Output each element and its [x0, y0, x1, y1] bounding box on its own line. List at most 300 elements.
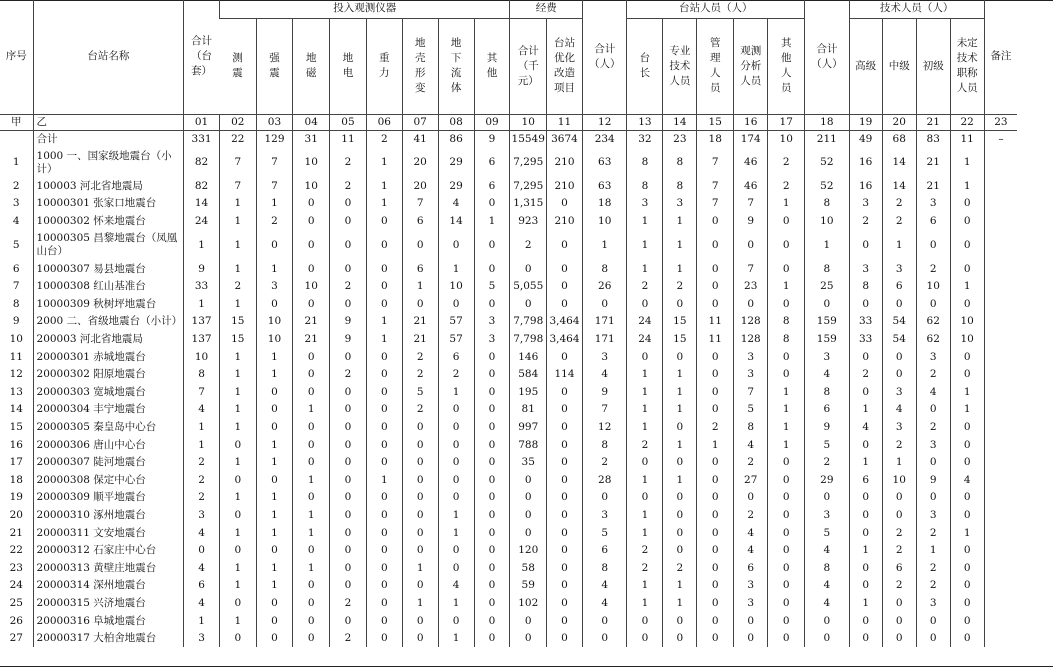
- row-value-cell: 0: [547, 260, 583, 278]
- header-instrument-other: 其他: [474, 18, 510, 114]
- row-value-cell: 0: [474, 524, 510, 542]
- row-value-cell: 6: [474, 148, 510, 178]
- row-value-cell: 8: [805, 260, 850, 278]
- header-tech-unranked: 未定技术职称人员: [950, 18, 984, 114]
- row-seq: 24: [9, 579, 23, 592]
- row-value-cell: 2: [882, 213, 916, 231]
- row-seq: 26: [9, 614, 23, 627]
- row-value-cell: 2: [768, 148, 805, 178]
- row-value-cell: 0: [547, 278, 583, 296]
- row-station-name: 20000312 石家庄中心台: [33, 542, 184, 560]
- row-value-cell: 1: [219, 296, 256, 314]
- row-value-cell: 0: [663, 454, 697, 472]
- row-value-cell: 0: [474, 559, 510, 577]
- row-value-cell: 171: [582, 331, 627, 349]
- row-value-cell: [984, 612, 1017, 630]
- row-station-name: 20000311 文安地震台: [33, 524, 184, 542]
- row-value-cell: 0: [768, 577, 805, 595]
- row-value-cell: [984, 524, 1017, 542]
- row-value-cell: 21: [916, 148, 950, 178]
- row-value-cell: 1: [663, 436, 697, 454]
- row-value-cell: 2: [916, 524, 950, 542]
- row-value-cell: 0: [330, 489, 367, 507]
- row-value-cell: 0: [697, 454, 734, 472]
- row-value-cell: 54: [882, 331, 916, 349]
- row-value-cell: 4: [184, 559, 220, 577]
- row-value-cell: 0: [474, 401, 510, 419]
- row-value-cell: 0: [366, 524, 402, 542]
- row-value-cell: 128: [734, 331, 768, 349]
- row-value-cell: 0: [402, 436, 438, 454]
- row-value-cell: 16: [849, 148, 882, 178]
- row-value-cell: 0: [547, 612, 583, 630]
- row-value-cell: 0: [697, 401, 734, 419]
- column-code-cell: 13: [627, 114, 663, 130]
- row-value-cell: 1: [663, 384, 697, 402]
- row-value-cell: 0: [474, 507, 510, 525]
- row-value-cell: 3,464: [547, 331, 583, 349]
- row-station-name: 20000314 深州地震台: [33, 577, 184, 595]
- row-value-cell: 8: [849, 278, 882, 296]
- row-value-cell: 0: [474, 612, 510, 630]
- table-row: [0, 213, 1053, 231]
- row-value-cell: 0: [950, 195, 984, 213]
- row-value-cell: 1: [438, 384, 474, 402]
- row-value-cell: 7: [697, 195, 734, 213]
- row-value-cell: 0: [330, 419, 367, 437]
- row-value-cell: 1: [663, 595, 697, 613]
- row-value-cell: 0: [849, 489, 882, 507]
- row-value-cell: 7: [219, 178, 256, 196]
- row-value-cell: 1: [219, 489, 256, 507]
- row-value-cell: 4: [805, 366, 850, 384]
- row-value-cell: 1: [882, 454, 916, 472]
- table-row: [0, 454, 1053, 472]
- row-value-cell: 20: [402, 148, 438, 178]
- row-value-cell: 0: [330, 454, 367, 472]
- row-value-cell: 0: [330, 401, 367, 419]
- row-value-cell: 29: [438, 148, 474, 178]
- row-value-cell: 1: [219, 401, 256, 419]
- row-value-cell: 1: [219, 612, 256, 630]
- row-value-cell: 1: [402, 278, 438, 296]
- row-value-cell: 5: [474, 278, 510, 296]
- row-value-cell: 10: [805, 213, 850, 231]
- row-value-cell: 7: [734, 384, 768, 402]
- row-seq: 18: [9, 473, 23, 486]
- column-code-cell: 22: [950, 114, 984, 130]
- table-row: [0, 542, 1053, 560]
- row-value-cell: 0: [950, 542, 984, 560]
- header-instrument-strong-motion: 强震: [256, 18, 293, 114]
- row-value-cell: 4: [805, 577, 850, 595]
- row-value-cell: 171: [582, 313, 627, 331]
- row-value-cell: 0: [805, 630, 850, 648]
- row-value-cell: 8: [582, 436, 627, 454]
- row-value-cell: 1: [627, 507, 663, 525]
- row-value-cell: 2: [882, 195, 916, 213]
- row-value-cell: 0: [438, 401, 474, 419]
- row-seq: 16: [9, 438, 23, 451]
- row-value-cell: 0: [474, 595, 510, 613]
- row-value-cell: 210: [547, 148, 583, 178]
- row-value-cell: 0: [438, 612, 474, 630]
- row-value-cell: 15549: [510, 130, 547, 148]
- row-value-cell: 1: [256, 436, 293, 454]
- row-value-cell: 584: [510, 366, 547, 384]
- row-value-cell: 2: [663, 559, 697, 577]
- row-value-cell: 9: [330, 331, 367, 349]
- row-value-cell: 0: [768, 366, 805, 384]
- row-value-cell: 10: [950, 331, 984, 349]
- row-value-cell: 159: [805, 331, 850, 349]
- row-value-cell: 8: [734, 419, 768, 437]
- row-value-cell: 52: [805, 148, 850, 178]
- row-value-cell: 4: [582, 577, 627, 595]
- row-value-cell: 0: [293, 213, 330, 231]
- row-value-cell: 1: [474, 213, 510, 231]
- table-row: [0, 260, 1053, 278]
- row-value-cell: 6: [805, 401, 850, 419]
- row-value-cell: 1: [663, 366, 697, 384]
- row-value-cell: 1: [219, 195, 256, 213]
- row-value-cell: 24: [627, 331, 663, 349]
- row-value-cell: 8: [582, 559, 627, 577]
- row-seq: 11: [9, 350, 23, 363]
- row-value-cell: 7,798: [510, 331, 547, 349]
- row-value-cell: 0: [697, 213, 734, 231]
- row-value-cell: 15: [219, 331, 256, 349]
- row-value-cell: 0: [438, 472, 474, 490]
- row-value-cell: 1: [366, 195, 402, 213]
- row-value-cell: 4: [734, 436, 768, 454]
- row-value-cell: 31: [293, 130, 330, 148]
- table-row: [0, 278, 1053, 296]
- row-value-cell: 0: [547, 436, 583, 454]
- row-value-cell: 2: [582, 454, 627, 472]
- row-value-cell: 62: [916, 331, 950, 349]
- table-row: [0, 348, 1053, 366]
- row-value-cell: 1: [293, 559, 330, 577]
- table-row: [0, 384, 1053, 402]
- row-value-cell: 0: [582, 630, 627, 648]
- row-value-cell: 0: [697, 612, 734, 630]
- row-value-cell: 1: [768, 436, 805, 454]
- column-code-cell: 04: [293, 114, 330, 130]
- row-seq: 5: [12, 238, 20, 251]
- header-tech-junior: 初级: [916, 18, 950, 114]
- row-value-cell: 1: [849, 595, 882, 613]
- column-code-cell: 02: [219, 114, 256, 130]
- row-value-cell: 0: [547, 595, 583, 613]
- row-value-cell: 11: [330, 130, 367, 148]
- row-value-cell: [984, 260, 1017, 278]
- row-value-cell: 0: [950, 436, 984, 454]
- row-value-cell: 0: [547, 348, 583, 366]
- header-instrument-geomagnetic: 地磁: [293, 18, 330, 114]
- row-value-cell: 1: [950, 524, 984, 542]
- row-value-cell: 0: [768, 348, 805, 366]
- row-value-cell: 1: [950, 401, 984, 419]
- header-staff-total: 合计（人）: [582, 0, 627, 114]
- row-value-cell: 0: [438, 436, 474, 454]
- row-value-cell: 0: [882, 348, 916, 366]
- row-value-cell: 2: [330, 148, 367, 178]
- row-value-cell: 2: [627, 278, 663, 296]
- row-value-cell: 15: [663, 331, 697, 349]
- table-row: [0, 577, 1053, 595]
- row-value-cell: 21: [402, 331, 438, 349]
- table-row: [0, 524, 1053, 542]
- row-value-cell: 0: [697, 384, 734, 402]
- row-value-cell: 2: [916, 366, 950, 384]
- row-value-cell: 1: [627, 401, 663, 419]
- row-value-cell: 0: [366, 559, 402, 577]
- row-value-cell: 10: [184, 348, 220, 366]
- row-value-cell: 2: [256, 213, 293, 231]
- row-value-cell: 33: [849, 331, 882, 349]
- row-station-name: 10000305 昌黎地震台（凤凰山台）: [33, 230, 184, 260]
- row-value-cell: 0: [330, 213, 367, 231]
- row-value-cell: 210: [547, 213, 583, 231]
- row-value-cell: 0: [768, 559, 805, 577]
- row-value-cell: 83: [916, 130, 950, 148]
- header-staff-observation-analysis: 观测分析人员: [734, 18, 768, 114]
- row-value-cell: 8: [805, 384, 850, 402]
- row-value-cell: 1: [663, 230, 697, 260]
- row-value-cell: 0: [438, 559, 474, 577]
- row-value-cell: 0: [697, 630, 734, 648]
- table-row: [0, 612, 1053, 630]
- row-value-cell: 63: [582, 178, 627, 196]
- row-value-cell: 0: [366, 278, 402, 296]
- header-group-funds: 经费: [510, 0, 583, 18]
- row-value-cell: 0: [366, 213, 402, 231]
- row-value-cell: [984, 278, 1017, 296]
- row-value-cell: 4: [805, 595, 850, 613]
- row-station-name: 20000305 秦皇岛中心台: [33, 419, 184, 437]
- row-value-cell: 0: [330, 436, 367, 454]
- row-value-cell: 0: [849, 348, 882, 366]
- row-seq: 25: [9, 596, 23, 609]
- row-station-name: 20000310 涿州地震台: [33, 507, 184, 525]
- row-value-cell: 0: [882, 630, 916, 648]
- row-station-name: 10000302 怀来地震台: [33, 213, 184, 231]
- table-row: [0, 489, 1053, 507]
- row-value-cell: 0: [916, 296, 950, 314]
- row-value-cell: 10: [293, 148, 330, 178]
- row-value-cell: 0: [438, 230, 474, 260]
- row-value-cell: 1: [256, 348, 293, 366]
- column-code-cell: 07: [402, 114, 438, 130]
- row-value-cell: 0: [402, 577, 438, 595]
- row-value-cell: 0: [697, 230, 734, 260]
- row-value-cell: 7,798: [510, 313, 547, 331]
- row-value-cell: 24: [184, 213, 220, 231]
- row-value-cell: 0: [882, 507, 916, 525]
- row-value-cell: 0: [293, 630, 330, 648]
- row-seq: 3: [12, 197, 20, 210]
- row-value-cell: [984, 195, 1017, 213]
- row-value-cell: 0: [663, 612, 697, 630]
- row-value-cell: 3: [916, 348, 950, 366]
- row-value-cell: 0: [293, 195, 330, 213]
- row-value-cell: 2: [402, 348, 438, 366]
- row-value-cell: 195: [510, 384, 547, 402]
- row-value-cell: 0: [330, 507, 367, 525]
- row-value-cell: 8: [663, 148, 697, 178]
- column-code-cell: 18: [805, 114, 850, 130]
- row-value-cell: 5: [805, 524, 850, 542]
- row-value-cell: 0: [768, 630, 805, 648]
- row-value-cell: 1: [697, 436, 734, 454]
- row-value-cell: [984, 507, 1017, 525]
- row-value-cell: 0: [366, 260, 402, 278]
- row-value-cell: 9: [805, 419, 850, 437]
- row-value-cell: [984, 630, 1017, 648]
- table-row: [0, 630, 1053, 648]
- column-code-cell: 05: [330, 114, 367, 130]
- row-value-cell: 0: [950, 230, 984, 260]
- row-value-cell: 1: [366, 148, 402, 178]
- row-value-cell: 0: [256, 296, 293, 314]
- row-value-cell: 0: [293, 595, 330, 613]
- row-value-cell: 0: [547, 230, 583, 260]
- row-station-name: 20000306 唐山中心台: [33, 436, 184, 454]
- row-value-cell: 2: [184, 489, 220, 507]
- row-value-cell: 2: [805, 454, 850, 472]
- row-value-cell: 0: [402, 630, 438, 648]
- row-value-cell: 0: [950, 454, 984, 472]
- row-value-cell: 3: [882, 384, 916, 402]
- column-code-cell: 19: [849, 114, 882, 130]
- table-row: [0, 366, 1053, 384]
- row-value-cell: 4: [805, 542, 850, 560]
- row-station-name: 20000308 保定中心台: [33, 472, 184, 490]
- row-value-cell: 0: [474, 577, 510, 595]
- row-seq: 4: [12, 215, 20, 228]
- row-value-cell: 0: [219, 595, 256, 613]
- row-value-cell: 1: [627, 419, 663, 437]
- row-value-cell: 0: [330, 524, 367, 542]
- row-value-cell: 1: [402, 595, 438, 613]
- row-value-cell: 1: [219, 230, 256, 260]
- row-value-cell: 6: [882, 278, 916, 296]
- row-value-cell: 0: [882, 595, 916, 613]
- row-value-cell: 2: [330, 630, 367, 648]
- row-value-cell: 174: [734, 130, 768, 148]
- row-value-cell: 1: [663, 577, 697, 595]
- table-row: [0, 296, 1053, 314]
- row-value-cell: 0: [950, 213, 984, 231]
- row-value-cell: 1: [950, 148, 984, 178]
- row-value-cell: 0: [256, 230, 293, 260]
- row-value-cell: 8: [184, 366, 220, 384]
- row-value-cell: 6: [882, 559, 916, 577]
- row-value-cell: 58: [510, 559, 547, 577]
- row-value-cell: 0: [582, 612, 627, 630]
- table-body: [0, 114, 1053, 647]
- row-value-cell: 4: [916, 384, 950, 402]
- row-value-cell: 0: [293, 348, 330, 366]
- row-value-cell: 1: [219, 454, 256, 472]
- row-value-cell: 234: [582, 130, 627, 148]
- row-value-cell: 0: [768, 507, 805, 525]
- row-seq: 9: [12, 315, 20, 328]
- row-value-cell: 0: [438, 542, 474, 560]
- row-value-cell: [984, 148, 1017, 178]
- row-value-cell: 0: [950, 348, 984, 366]
- row-value-cell: 1: [438, 507, 474, 525]
- row-value-cell: 1: [438, 595, 474, 613]
- table-row: [0, 178, 1053, 196]
- row-value-cell: 2: [882, 542, 916, 560]
- row-station-name: 20000302 阳原地震台: [33, 366, 184, 384]
- row-value-cell: 7: [402, 195, 438, 213]
- header-instrument-geoelectric: 地电: [330, 18, 367, 114]
- row-value-cell: 1: [184, 296, 220, 314]
- row-value-cell: 0: [256, 542, 293, 560]
- row-value-cell: 1: [916, 542, 950, 560]
- row-station-name: 10000307 易县地震台: [33, 260, 184, 278]
- row-value-cell: 0: [663, 419, 697, 437]
- row-value-cell: 0: [474, 260, 510, 278]
- row-value-cell: 0: [882, 612, 916, 630]
- row-value-cell: 1: [219, 559, 256, 577]
- row-value-cell: 10: [293, 178, 330, 196]
- row-value-cell: 0: [402, 296, 438, 314]
- row-value-cell: 3: [184, 507, 220, 525]
- row-value-cell: 25: [805, 278, 850, 296]
- row-value-cell: 0: [366, 595, 402, 613]
- row-value-cell: 2: [330, 595, 367, 613]
- header-funds-total: 合计（千元）: [510, 18, 547, 114]
- row-value-cell: 9: [582, 384, 627, 402]
- row-value-cell: 0: [768, 595, 805, 613]
- row-value-cell: 4: [734, 542, 768, 560]
- row-value-cell: 32: [627, 130, 663, 148]
- row-value-cell: 15: [219, 313, 256, 331]
- row-value-cell: 0: [697, 542, 734, 560]
- row-value-cell: 0: [950, 612, 984, 630]
- row-value-cell: 2: [916, 419, 950, 437]
- row-value-cell: 1: [663, 472, 697, 490]
- row-value-cell: 59: [510, 577, 547, 595]
- row-value-cell: 3: [663, 195, 697, 213]
- row-value-cell: 0: [474, 472, 510, 490]
- row-value-cell: 9: [734, 213, 768, 231]
- row-value-cell: 1: [366, 178, 402, 196]
- row-seq: 2: [12, 179, 20, 192]
- row-value-cell: 0: [547, 454, 583, 472]
- row-value-cell: 23: [663, 130, 697, 148]
- row-station-name: 合计: [33, 130, 184, 148]
- row-value-cell: 2: [916, 559, 950, 577]
- row-station-name: 20000317 大柏舍地震台: [33, 630, 184, 648]
- row-value-cell: [984, 401, 1017, 419]
- row-value-cell: 0: [330, 577, 367, 595]
- row-value-cell: 4: [849, 419, 882, 437]
- row-value-cell: 0: [627, 612, 663, 630]
- row-value-cell: 0: [219, 472, 256, 490]
- row-value-cell: 0: [734, 296, 768, 314]
- row-value-cell: 3: [916, 507, 950, 525]
- row-value-cell: 0: [882, 296, 916, 314]
- row-value-cell: 3: [734, 577, 768, 595]
- row-value-cell: 0: [916, 230, 950, 260]
- row-seq: 13: [9, 385, 23, 398]
- row-value-cell: 0: [663, 507, 697, 525]
